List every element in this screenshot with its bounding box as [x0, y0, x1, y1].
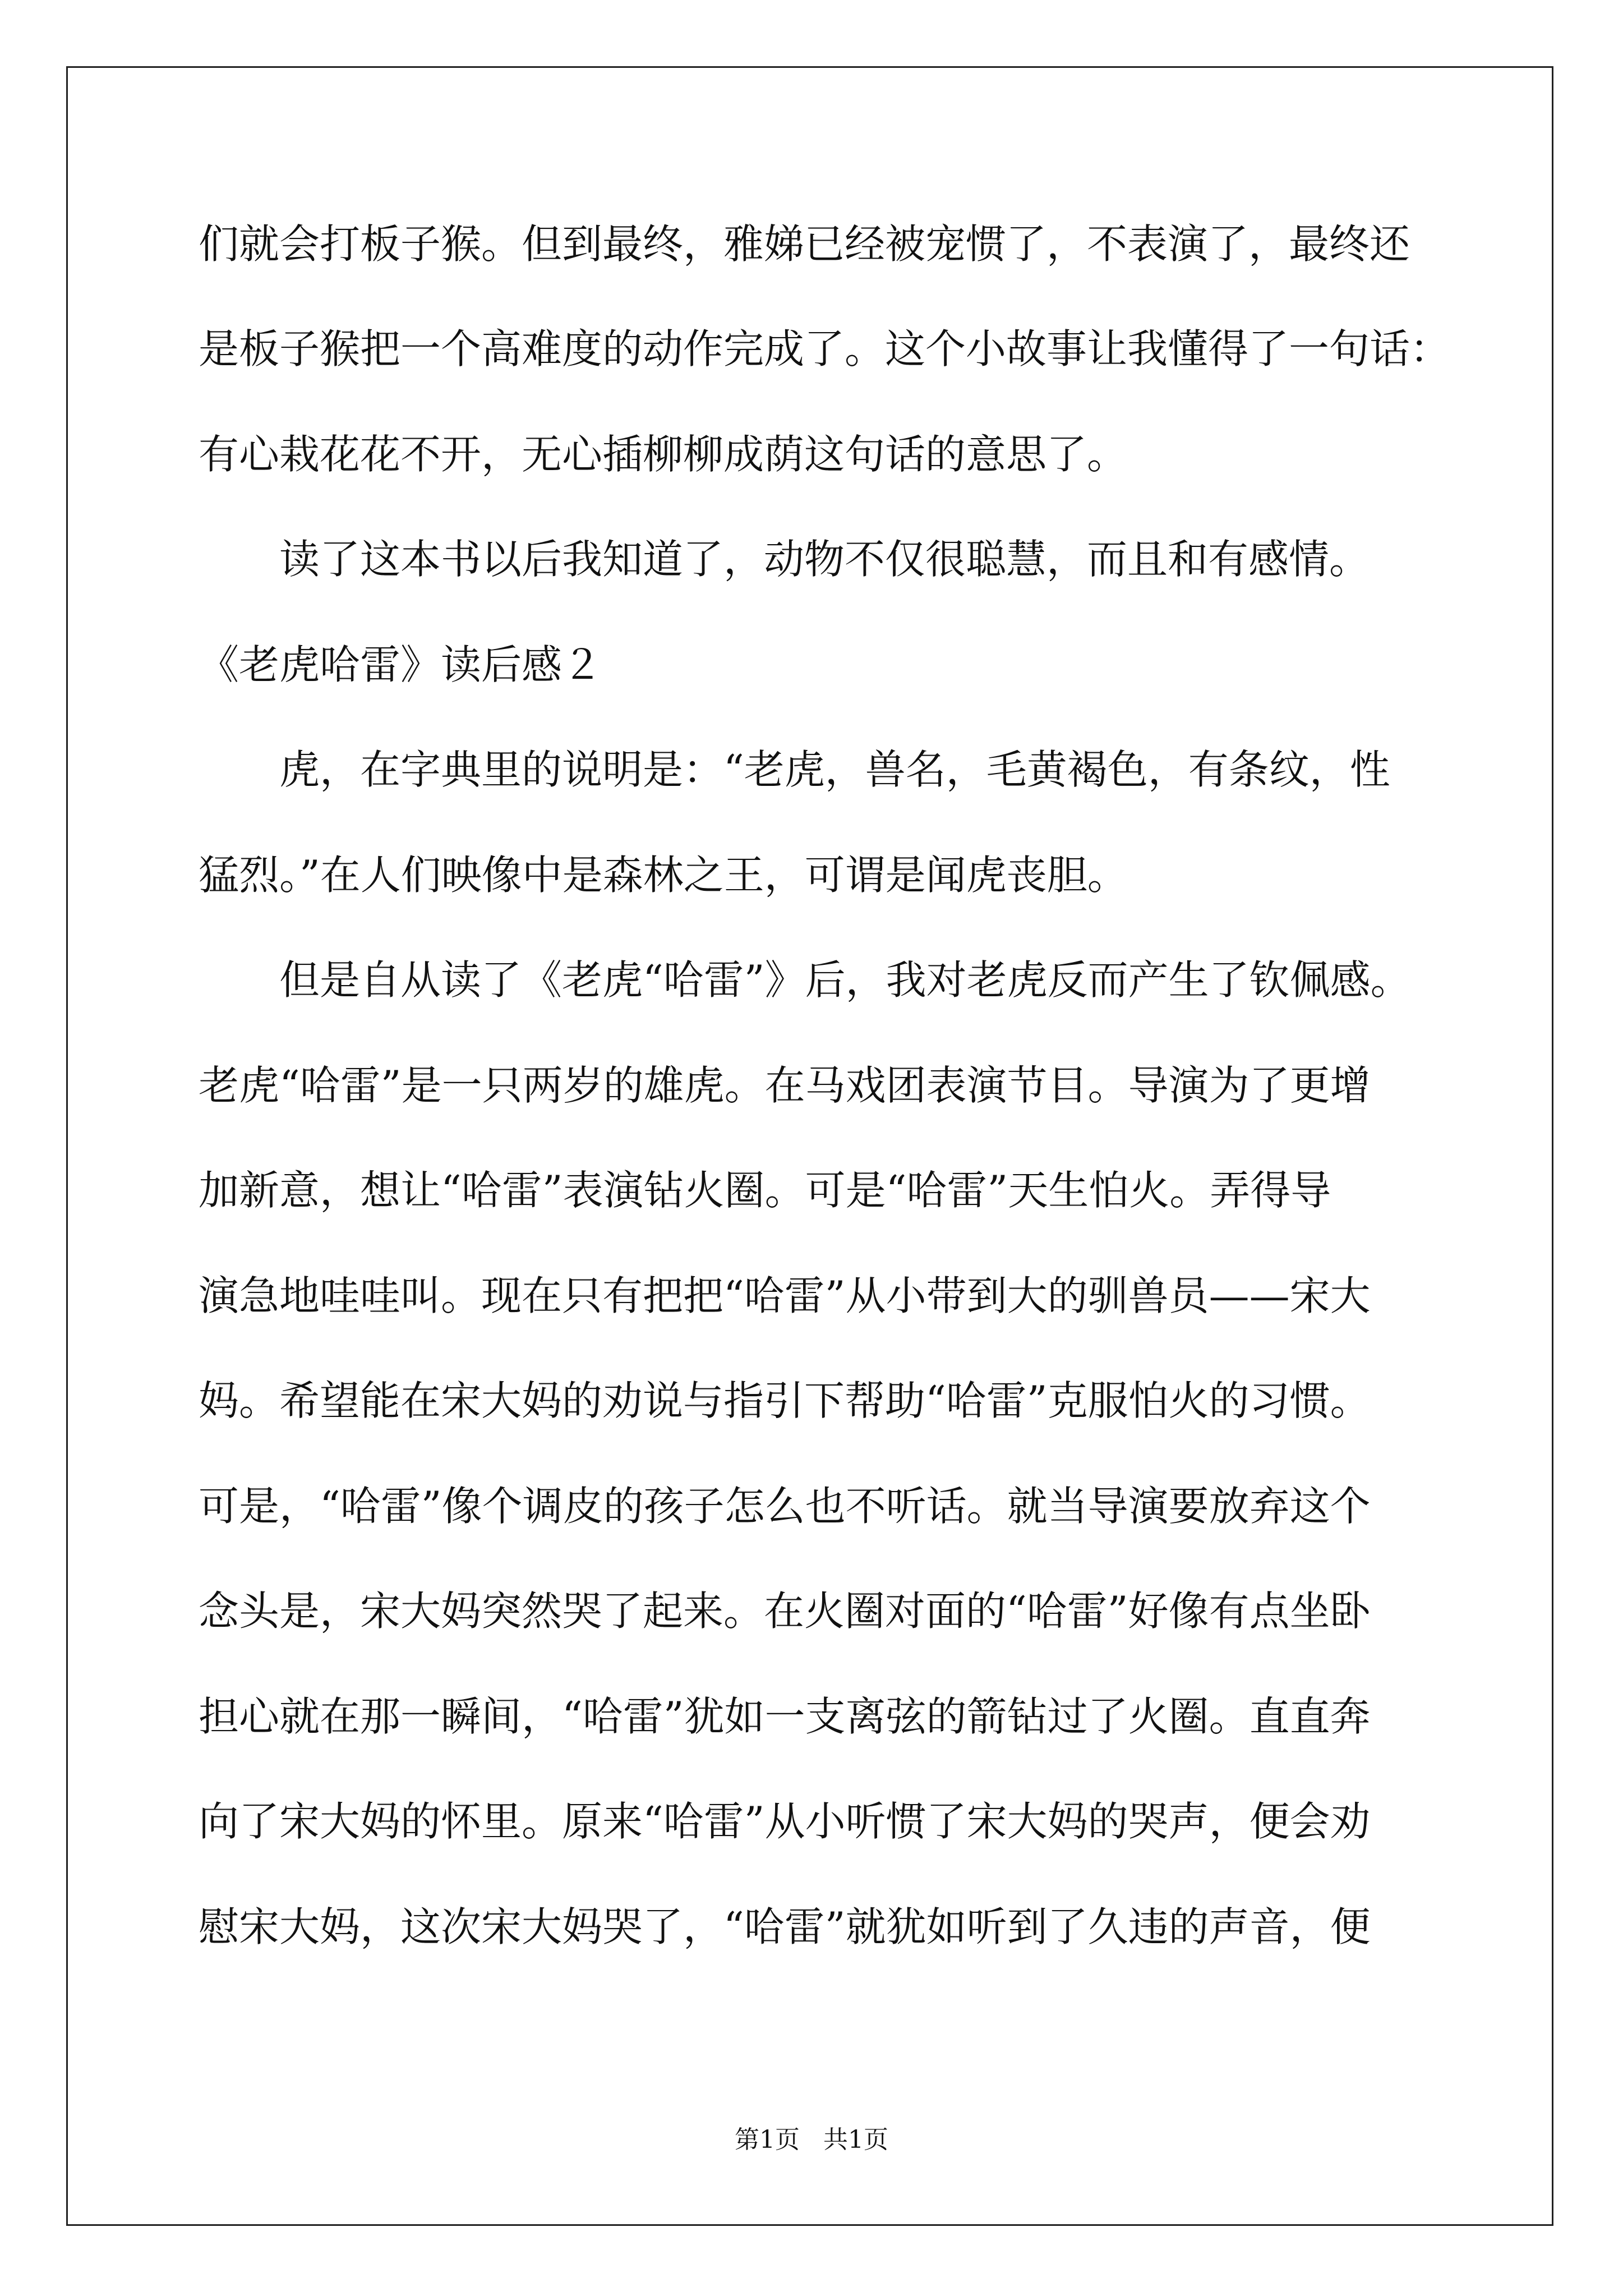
text-line: 演急地哇哇叫。现在只有把把“哈雷”从小带到大的驯兽员——宋大 [199, 1272, 1371, 1319]
text-line: 念头是，宋大妈突然哭了起来。在火圈对面的“哈雷”好像有点坐卧 [199, 1588, 1371, 1635]
text-line: 加新意，想让“哈雷”表演钻火圈。可是“哈雷”天生怕火。弄得导 [199, 1167, 1331, 1214]
text-line: 是板子猴把一个高难度的动作完成了。这个小故事让我懂得了一句话： [199, 325, 1451, 372]
paragraph-line: 虎，在字典里的说明是：“老虎，兽名，毛黄褐色，有条纹，性 [279, 746, 1390, 793]
page-number-footer: 第1页 共1页 [735, 2125, 888, 2154]
text-line: 慰宋大妈，这次宋大妈哭了，“哈雷”就犹如听到了久违的声音，便 [199, 1903, 1371, 1950]
text-line: 可是，“哈雷”像个调皮的孩子怎么也不听话。就当导演要放弃这个 [199, 1483, 1371, 1530]
text-line: 担心就在那一瞬间，“哈雷”犹如一支离弦的箭钻过了火圈。直直奔 [199, 1693, 1371, 1740]
text-line: 向了宋大妈的怀里。原来“哈雷”从小听惯了宋大妈的哭声，便会劝 [199, 1798, 1371, 1845]
text-line: 有心栽花花不开，无心插柳柳成荫这句话的意思了。 [199, 431, 1128, 478]
paragraph-line: 但是自从读了《老虎“哈雷”》后，我对老虎反而产生了钦佩感。 [279, 956, 1411, 1004]
page-frame [66, 66, 1553, 2226]
text-line: 猛烈。”在人们映像中是森林之王，可谓是闻虎丧胆。 [199, 852, 1128, 899]
section-heading: 《老虎哈雷》读后感２ [199, 641, 603, 688]
paragraph-line: 读了这本书以后我知道了，动物不仅很聪慧，而且和有感情。 [279, 536, 1370, 583]
text-line: 妈。希望能在宋大妈的劝说与指引下帮助“哈雷”克服怕火的习惯。 [199, 1377, 1371, 1424]
text-line: 老虎“哈雷”是一只两岁的雄虎。在马戏团表演节目。导演为了更增 [199, 1062, 1371, 1109]
text-line: 们就会打板子猴。但到最终，雅娣已经被宠惯了，不表演了，最终还 [199, 220, 1410, 268]
